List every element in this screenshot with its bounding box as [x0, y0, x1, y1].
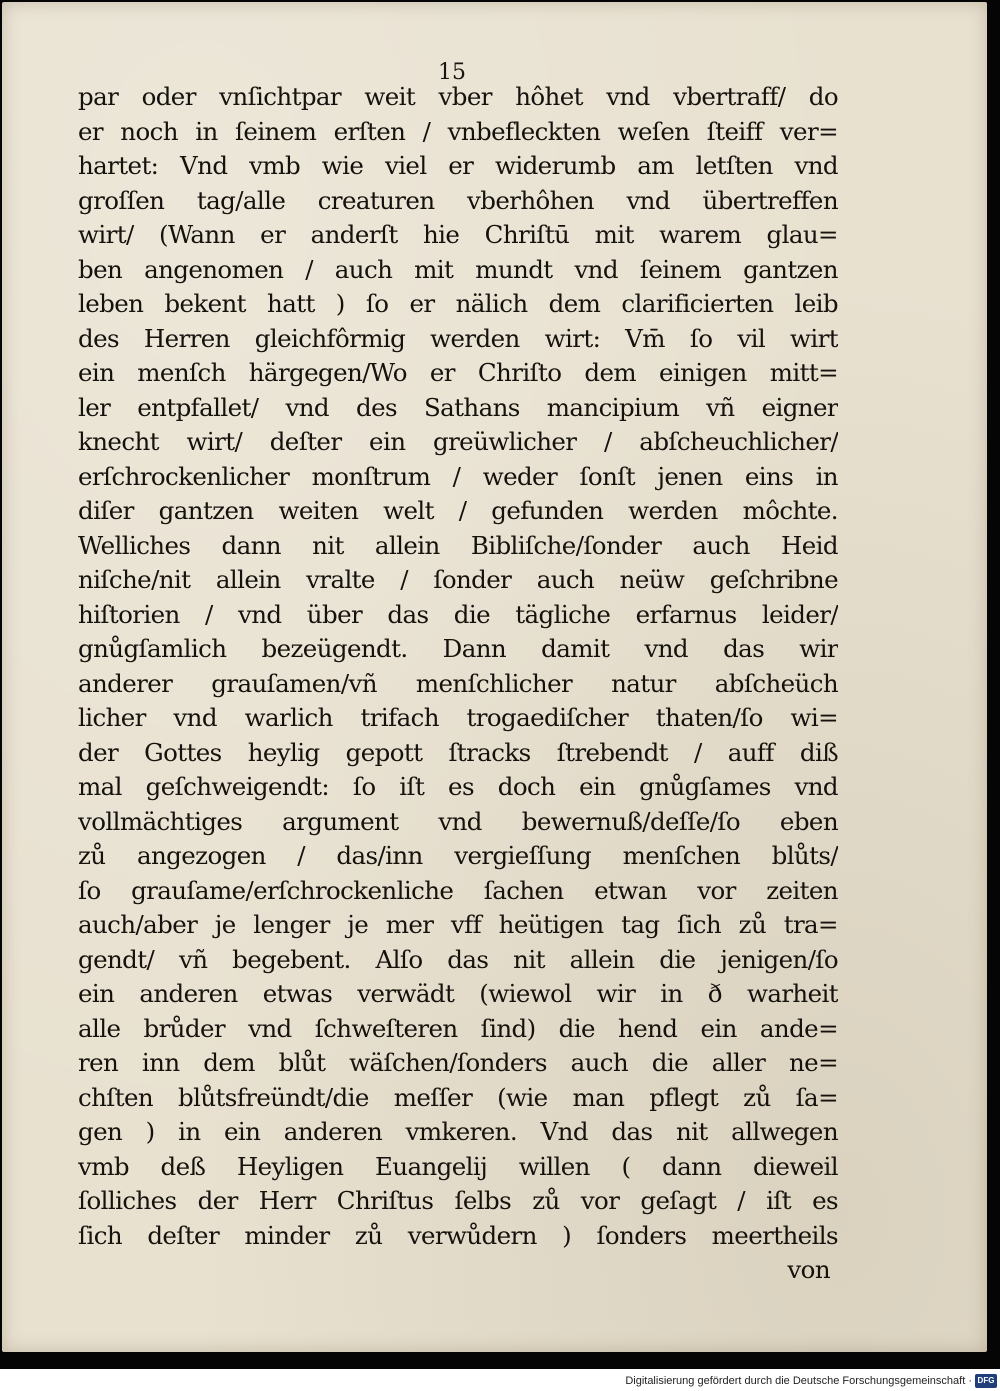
text-line: groſſen tag/alle creaturen vberhôhen vnd übertreffen — [78, 185, 838, 215]
text-line: ren inn dem blůt wäſchen/ſonders auch die aller ne= — [78, 1048, 838, 1077]
text-line: ein anderen etwas verwädt (wiewol wir in ð warheit — [78, 979, 838, 1008]
page-number: 15 — [438, 60, 466, 85]
text-line: Welliches dann nit allein Bibliſche/ſonder auch Heid — [78, 530, 838, 560]
text-line: gnůgſamlich bezeügendt. Dann damit vnd das wir — [78, 634, 838, 663]
text-line: wirt/ (Wann er anderſt hie Chriſtū mit warem glau= — [78, 220, 838, 249]
dfg-logo-icon: DFG — [975, 1374, 997, 1388]
text-line: vmb deß Heyligen Euangelij willen ( dann dieweil — [78, 1151, 838, 1181]
text-line: ſo grauſame/erſchrockenliche ſachen etwan vor zeiten — [78, 875, 838, 905]
text-line: hartet: Vnd vmb wie viel er widerumb am letſten vnd — [78, 151, 838, 180]
text-line: par oder vnſichtpar weit vber hôhet vnd vbertraff/ do — [78, 82, 838, 111]
text-line: er noch in ſeinem erſten / vnbefleckten weſen ſteiff ver= — [78, 116, 838, 146]
text-line: ben angenomen / auch mit mundt vnd ſeinem gantzen — [78, 254, 838, 284]
text-line: chſten blůtsfreündt/die meſſer (wie man pflegt zů ſa= — [78, 1082, 838, 1112]
text-line: des Herren gleichfôrmig werden wirt: Vm̄ ſo vil wirt — [78, 323, 838, 353]
text-line: mal geſchweigendt: ſo iſt es doch ein gnůgſames vnd — [78, 772, 838, 801]
text-line: ſolliches der Herr Chriſtus ſelbs zů vor geſagt / iſt es — [78, 1186, 838, 1215]
catchword: von — [787, 1255, 830, 1284]
text-line: ſich deſter minder zů verwůdern ) ſonders meertheils — [78, 1220, 838, 1250]
text-line: ler entpfallet/ vnd des Sathans mancipium vñ eigner — [78, 392, 838, 422]
text-line: niſche/nit allein vralte / ſonder auch neüw geſchribne — [78, 565, 838, 594]
text-line: zů angezogen / das/inn vergieſſung menſchen blůts/ — [78, 841, 838, 870]
scanned-page — [2, 2, 987, 1352]
text-line: anderer grauſamen/vñ menſchlicher natur abſcheüch — [78, 668, 838, 698]
text-line: vollmächtiges argument vnd bewernuß/deſſe/ſo eben — [78, 806, 838, 836]
text-line: erſchrockenlicher monſtrum / weder ſonſt jenen eins in — [78, 461, 838, 491]
text-line: gen ) in ein anderen vmkeren. Vnd das nit allwegen — [78, 1117, 838, 1146]
text-line: knecht wirt/ deſter ein greüwlicher / abſcheuchlicher/ — [78, 427, 838, 456]
text-line: ein menſch härgegen/Wo er Chriſto dem einigen mitt= — [78, 358, 838, 387]
text-line: alle brůder vnd ſchweſteren ſind) die hend ein ande= — [78, 1013, 838, 1043]
funding-credit: Digitalisierung gefördert durch die Deutsche Forschungsgemeinschaft · — [625, 1375, 972, 1387]
text-line: auch/aber je lenger je mer vff heütigen tag ſich zů tra= — [78, 910, 838, 939]
text-line: licher vnd warlich trifach trogaediſcher thaten/ſo wi= — [78, 703, 838, 732]
text-line: der Gottes heylig gepott ſtracks ſtrebendt / auff diß — [78, 737, 838, 767]
text-line: gendt/ vñ begebent. Alſo das nit allein die jenigen/ſo — [78, 944, 838, 974]
text-line: hiſtorien / vnd über das die tägliche erfarnus leider/ — [78, 599, 838, 629]
text-block — [78, 80, 838, 1288]
text-line: diſer gantzen weiten welt / gefunden werden môchte. — [78, 496, 838, 525]
footer-bar — [0, 1369, 1000, 1391]
text-line: leben bekent hatt ) ſo er nälich dem clarificierten leib — [78, 289, 838, 318]
